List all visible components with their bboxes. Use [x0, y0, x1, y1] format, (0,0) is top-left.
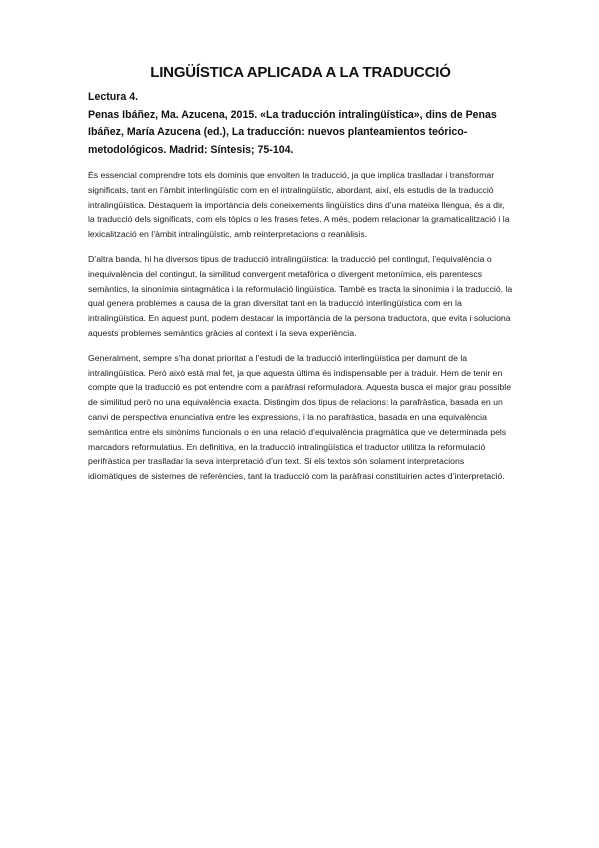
bibliographic-reference: Penas Ibáñez, Ma. Azucena, 2015. «La traducción intralingüística», dins de Penas Ibáñez, María Azucena (ed.), La traducción: nuevos planteamientos teórico-metodológicos. Madrid: Síntesis; 75-104.	[88, 108, 497, 156]
paragraph-1: És essencial comprendre tots els dominis que envolten la traducció, ja que implica traslladar i transformar significats, tant en l’àmbit interlingüístic com en el intralingüístic, abordant, així, els estudis de la traducció intralingüística. Destaquem la importància dels coneixements lingüístics dins d’una mateixa llengua, és a dir, la traducció dels significats, com els tòpics o les frases fetes. A més, podem relacionar la gramaticalització i la lexicalització en l’àmbit intralingüístic, amb reinterpretacions o reanàlisis.	[88, 170, 510, 240]
paragraph-2: D’altra banda, hi ha diversos tipus de traducció intralingüística: la traducció pel contingut, l’equivalència o inequivalència del contingut, la similitud convergent metafòrica o divergent metonímica, els parentescs semàntics, la sinonímia sintagmàtica i la reformulació lingüística. També es tracta la sinonímia i la traducció, la qual genera problemes a causa de la gran diversitat tant en la traducció interlingüística com en la intralingüística. En aquest punt, podem destacar la importància de la persona traductora, que evita i soluciona aquests problemes semàntics gràcies al context i la seva experiència.	[88, 253, 513, 338]
paragraph-3: Generalment, sempre s’ha donat prioritat a l’estudi de la traducció interlingüística per damunt de la intralingüística. Però això està mal fet, ja que aquesta última és indispensable per a traduir. Hem de tenir en compte que la traducció es pot entendre com a paràfrasi reformuladora. Aquesta busca el major grau possible de similitud però no una equivalència exacta. Distingim dos tipus de relacions: la parafràstica, basada en un canvi de perspectiva enunciativa entre les expressions, i la no parafràstica, basada en una equivalència semàntica entre els sinònims funcionals o en una relació d’equivalència pragmàtica que ve determinada pels marcadors reformulatius. En definitiva, en la traducció intralingüística el traductor utilitza la reformulació perifràstica per traslladar la seva interpretació d’un text. Si els textos són solament interpretacions idiomàtiques de sistemes de referències, tant la traducció com la paràfrasi constituirien actes d’interpretació.	[88, 352, 512, 482]
document-title: LINGÜÍSTICA APLICADA A LA TRADUCCIÓ	[150, 64, 451, 81]
lecture-label: Lectura 4.	[88, 91, 139, 103]
reference-block	[88, 89, 513, 159]
document-page	[88, 64, 513, 494]
